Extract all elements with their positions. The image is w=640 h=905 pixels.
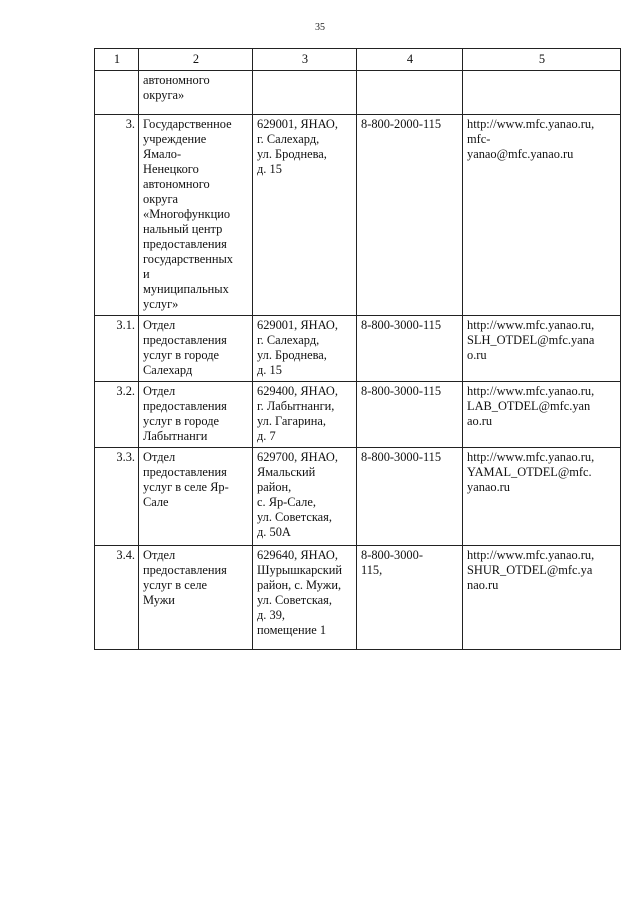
phone-number-cell <box>357 316 463 382</box>
phone-number: 8-800-3000-115 <box>361 384 442 398</box>
address-cell <box>253 546 357 650</box>
website-email: http://www.mfc.yanao.ru, SHUR_OTDEL@mfc.ya nao.ru <box>467 548 595 592</box>
address: 629001, ЯНАО, г. Салехард, ул. Броднева, д. 15 <box>257 117 338 176</box>
address: 629700, ЯНАО, Ямальский район, с. Яр-Сале, ул. Советская, д. 50А <box>257 450 338 539</box>
website-email: http://www.mfc.yanao.ru, LAB_OTDEL@mfc.yan ao.ru <box>467 384 595 428</box>
table-row <box>95 382 621 448</box>
row-number-cell <box>95 448 139 546</box>
address-cell <box>253 382 357 448</box>
phone-number-cell <box>357 546 463 650</box>
row-number-cell <box>95 316 139 382</box>
row-number-cell <box>95 115 139 316</box>
row-number: 3.4. <box>116 548 135 562</box>
address-cell <box>253 448 357 546</box>
organization-name: Отдел предоставления услуг в городе Лабытнанги <box>143 384 227 443</box>
header-col-5: 5 <box>463 49 621 71</box>
address: 629001, ЯНАО, г. Салехард, ул. Броднева, д. 15 <box>257 318 338 377</box>
header-col-1: 1 <box>95 49 139 71</box>
phone-number: 8-800-3000-115 <box>361 318 442 332</box>
address: 629640, ЯНАО, Шурышкарский район, с. Мужи, ул. Советская, д. 39, помещение 1 <box>257 548 343 637</box>
table-body <box>95 71 621 650</box>
row-number: 3.1. <box>116 318 135 332</box>
address-cell <box>253 71 357 115</box>
website-email: http://www.mfc.yanao.ru, YAMAL_OTDEL@mfc. yanao.ru <box>467 450 595 494</box>
website-email-cell <box>463 115 621 316</box>
page-number: 35 <box>315 22 325 33</box>
address: 629400, ЯНАО, г. Лабытнанги, ул. Гагарина, д. 7 <box>257 384 338 443</box>
address-cell <box>253 316 357 382</box>
row-number-cell <box>95 546 139 650</box>
phone-number-cell <box>357 71 463 115</box>
row-number: 3.2. <box>116 384 135 398</box>
website-email: http://www.mfc.yanao.ru, mfc- yanao@mfc.yanao.ru <box>467 117 595 161</box>
organization-name: Отдел предоставления услуг в городе Салехард <box>143 318 227 377</box>
organization-name: автономного округа» <box>143 73 210 102</box>
website-email-cell <box>463 71 621 115</box>
organization-name-cell <box>139 115 253 316</box>
organization-name: Отдел предоставления услуг в селе Мужи <box>143 548 227 607</box>
organization-name: Отдел предоставления услуг в селе Яр- Сале <box>143 450 229 509</box>
organization-name-cell <box>139 382 253 448</box>
row-number-cell <box>95 71 139 115</box>
website-email-cell <box>463 546 621 650</box>
mfc-offices-table <box>94 48 621 650</box>
website-email-cell <box>463 448 621 546</box>
phone-number: 8-800-3000- 115, <box>361 548 423 577</box>
organization-name: Государственное учреждение Ямало- Ненецкого автономного округа «Многофункцио нальный центр предоставления государственных и муниципальных услуг» <box>143 117 234 311</box>
phone-number-cell <box>357 382 463 448</box>
table-row <box>95 71 621 115</box>
organization-name-cell <box>139 546 253 650</box>
organization-name-cell <box>139 448 253 546</box>
phone-number: 8-800-3000-115 <box>361 450 442 464</box>
row-number-cell <box>95 382 139 448</box>
table-header-row <box>95 49 621 71</box>
address-cell <box>253 115 357 316</box>
header-col-4: 4 <box>357 49 463 71</box>
website-email-cell <box>463 382 621 448</box>
phone-number-cell <box>357 115 463 316</box>
row-number: 3. <box>125 117 135 131</box>
header-col-3: 3 <box>253 49 357 71</box>
phone-number: 8-800-2000-115 <box>361 117 442 131</box>
table-row <box>95 546 621 650</box>
organization-name-cell <box>139 71 253 115</box>
row-number: 3.3. <box>116 450 135 464</box>
table-row <box>95 115 621 316</box>
table-row <box>95 448 621 546</box>
table-row <box>95 316 621 382</box>
header-col-2: 2 <box>139 49 253 71</box>
website-email: http://www.mfc.yanao.ru, SLH_OTDEL@mfc.yana o.ru <box>467 318 595 362</box>
organization-name-cell <box>139 316 253 382</box>
phone-number-cell <box>357 448 463 546</box>
website-email-cell <box>463 316 621 382</box>
